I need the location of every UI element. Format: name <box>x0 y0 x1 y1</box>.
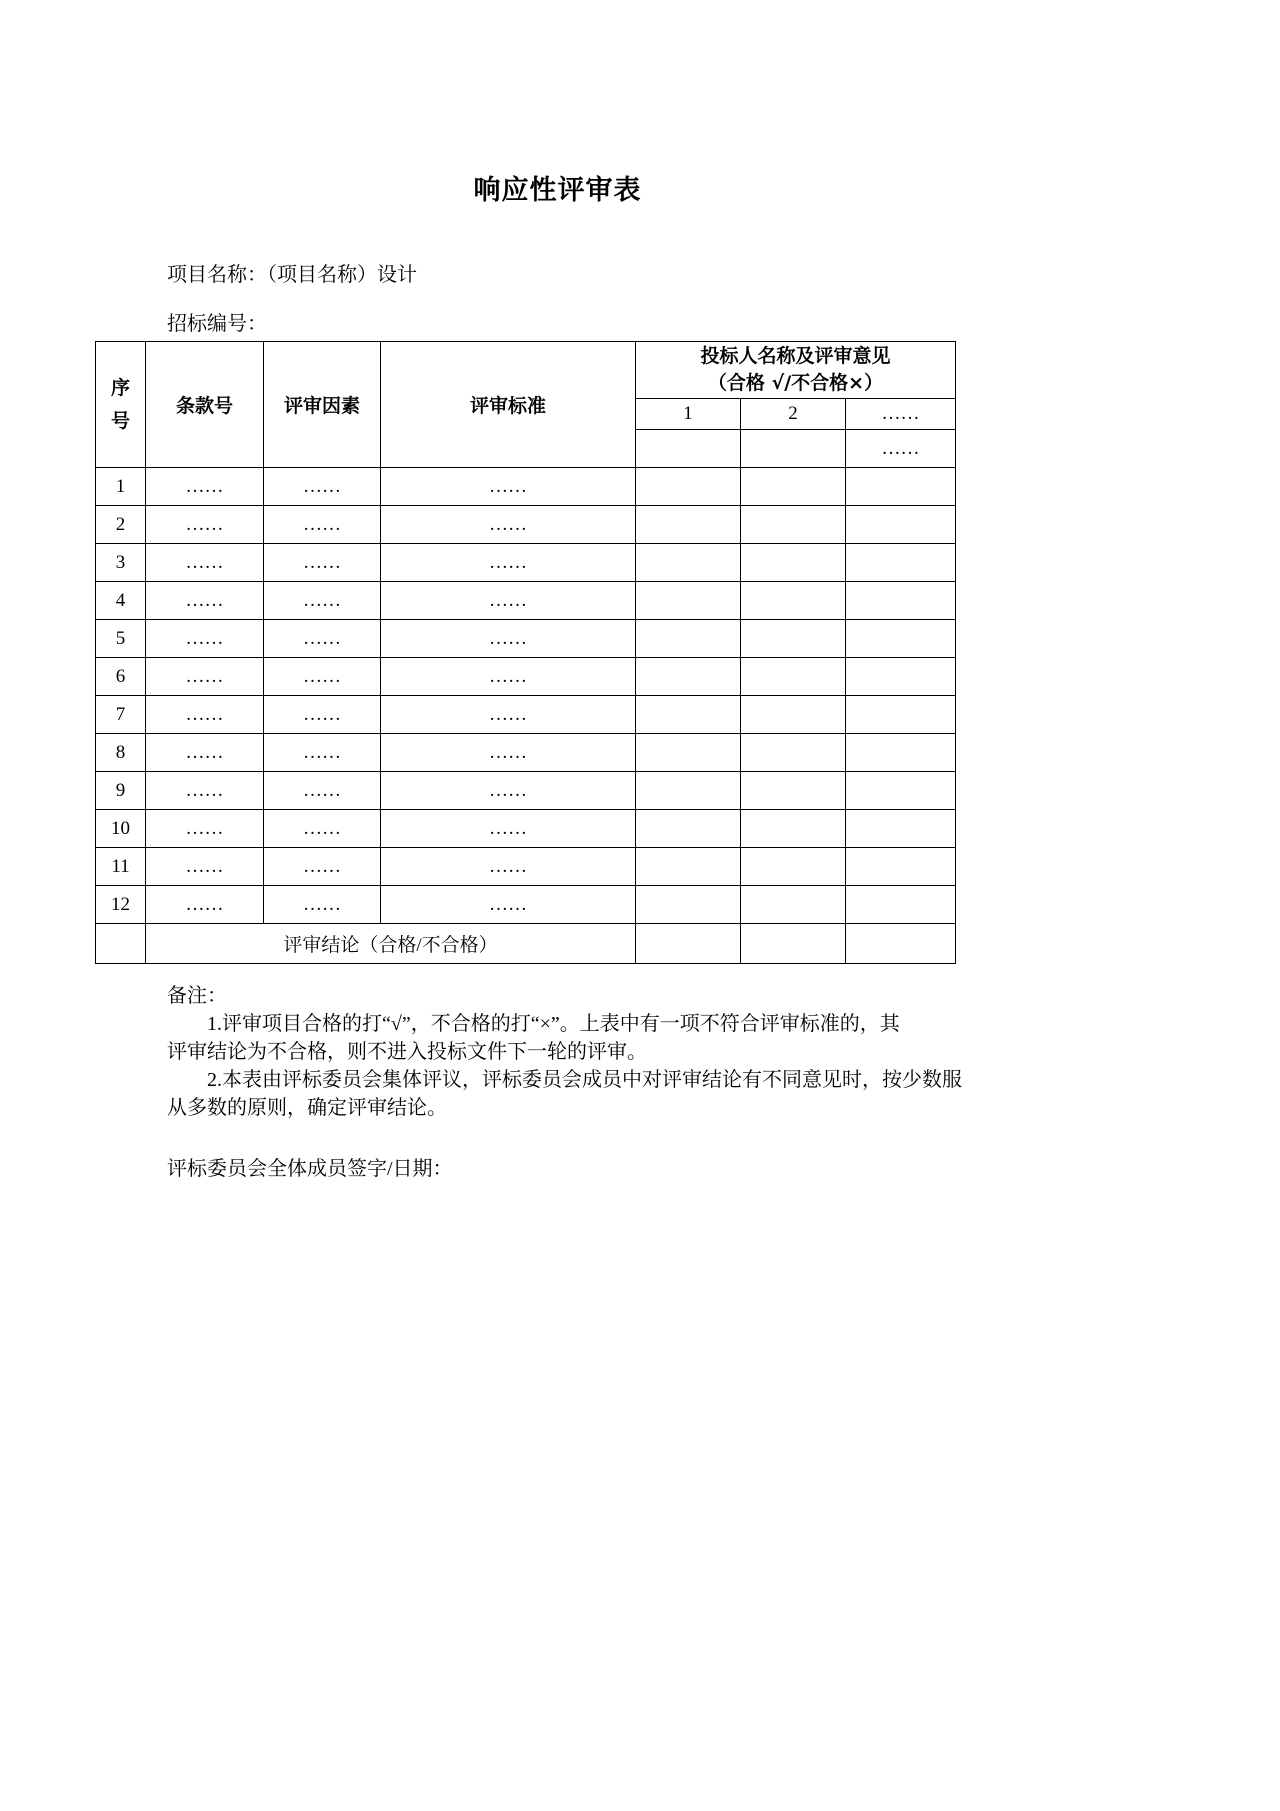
cell-bid-1 <box>636 810 741 848</box>
cell-standard: …… <box>381 582 636 620</box>
cell-seq: 6 <box>96 658 146 696</box>
conclusion-row <box>96 924 956 964</box>
conclusion-bid-cell-2 <box>741 924 846 964</box>
cell-bid-3 <box>846 658 956 696</box>
cell-standard: …… <box>381 658 636 696</box>
cell-bid-3 <box>846 582 956 620</box>
tender-number-line: 招标编号： <box>167 313 267 335</box>
note-line: 2.本表由评标委员会集体评议，评标委员会成员中对评审结论有不同意见时，按少数服 <box>207 1069 962 1091</box>
cell-standard: …… <box>381 772 636 810</box>
bidder-name-cell-1 <box>636 430 741 468</box>
table-row <box>96 658 956 696</box>
signature-line: 评标委员会全体成员签字/日期： <box>167 1158 453 1180</box>
cell-factor: …… <box>264 582 381 620</box>
review-table <box>95 341 956 964</box>
notes-block <box>167 982 962 1122</box>
cell-factor: …… <box>264 468 381 506</box>
cell-clause: …… <box>146 772 264 810</box>
cell-bid-2 <box>741 658 846 696</box>
cell-seq: 4 <box>96 582 146 620</box>
table-row <box>96 734 956 772</box>
conclusion-seq-cell <box>96 924 146 964</box>
notes-title: 备注： <box>167 985 227 1007</box>
cell-seq: 7 <box>96 696 146 734</box>
cell-standard: …… <box>381 468 636 506</box>
header-bidder-more: …… <box>846 399 956 430</box>
cell-bid-1 <box>636 506 741 544</box>
cell-bid-1 <box>636 734 741 772</box>
cell-clause: …… <box>146 468 264 506</box>
cell-factor: …… <box>264 506 381 544</box>
cell-bid-1 <box>636 772 741 810</box>
cell-clause: …… <box>146 734 264 772</box>
cell-bid-3 <box>846 734 956 772</box>
cell-standard: …… <box>381 696 636 734</box>
cell-bid-2 <box>741 696 846 734</box>
cell-bid-1 <box>636 658 741 696</box>
bidder-name-cell-2 <box>741 430 846 468</box>
table-row <box>96 848 956 886</box>
header-bidders-line1: 投标人名称及评审意见 <box>700 345 891 367</box>
cell-seq: 11 <box>96 848 146 886</box>
cell-clause: …… <box>146 848 264 886</box>
header-bidders-merged <box>636 342 956 399</box>
table-row <box>96 506 956 544</box>
cell-bid-3 <box>846 810 956 848</box>
cell-factor: …… <box>264 658 381 696</box>
header-bidder-2: 2 <box>741 399 846 430</box>
cell-bid-1 <box>636 886 741 924</box>
cell-factor: …… <box>264 848 381 886</box>
cell-bid-2 <box>741 506 846 544</box>
cell-seq: 12 <box>96 886 146 924</box>
table-row <box>96 468 956 506</box>
table-row <box>96 582 956 620</box>
cell-factor: …… <box>264 620 381 658</box>
cell-bid-2 <box>741 886 846 924</box>
page-title: 响应性评审表 <box>473 175 642 206</box>
cell-clause: …… <box>146 544 264 582</box>
cell-standard: …… <box>381 734 636 772</box>
cell-factor: …… <box>264 886 381 924</box>
cell-bid-1 <box>636 848 741 886</box>
cell-bid-2 <box>741 848 846 886</box>
cell-bid-1 <box>636 582 741 620</box>
cell-bid-2 <box>741 620 846 658</box>
header-standard: 评审标准 <box>381 342 636 468</box>
cell-bid-3 <box>846 506 956 544</box>
cell-bid-2 <box>741 582 846 620</box>
header-seq-label: 序号 <box>110 377 130 432</box>
cell-bid-2 <box>741 734 846 772</box>
cell-factor: …… <box>264 772 381 810</box>
header-factor: 评审因素 <box>264 342 381 468</box>
note-line: 1.评审项目合格的打“√”，不合格的打“×”。上表中有一项不符合评审标准的，其 <box>207 1013 900 1035</box>
cell-bid-2 <box>741 544 846 582</box>
cell-bid-2 <box>741 772 846 810</box>
note-line: 评审结论为不合格，则不进入投标文件下一轮的评审。 <box>167 1041 647 1063</box>
cell-seq: 2 <box>96 506 146 544</box>
cell-clause: …… <box>146 696 264 734</box>
cell-bid-1 <box>636 696 741 734</box>
cell-bid-1 <box>636 468 741 506</box>
header-seq <box>96 342 146 468</box>
table-header-row-main <box>96 342 956 399</box>
table-row <box>96 620 956 658</box>
cell-bid-1 <box>636 620 741 658</box>
cell-factor: …… <box>264 696 381 734</box>
cell-bid-2 <box>741 810 846 848</box>
conclusion-bid-cell-3 <box>846 924 956 964</box>
project-name-line: 项目名称：（项目名称）设计 <box>167 264 417 286</box>
cell-seq: 1 <box>96 468 146 506</box>
cell-standard: …… <box>381 506 636 544</box>
cell-bid-3 <box>846 848 956 886</box>
cell-bid-2 <box>741 468 846 506</box>
table-row <box>96 772 956 810</box>
bidder-name-cell-more: …… <box>846 430 956 468</box>
cell-seq: 10 <box>96 810 146 848</box>
cell-clause: …… <box>146 620 264 658</box>
table-body <box>96 468 956 924</box>
cell-bid-1 <box>636 544 741 582</box>
notes-items <box>167 1010 962 1122</box>
cell-standard: …… <box>381 544 636 582</box>
table-row <box>96 696 956 734</box>
note-line: 从多数的原则，确定评审结论。 <box>167 1097 447 1119</box>
cell-bid-3 <box>846 696 956 734</box>
cell-clause: …… <box>146 582 264 620</box>
cell-clause: …… <box>146 810 264 848</box>
table-row <box>96 810 956 848</box>
cell-bid-3 <box>846 544 956 582</box>
conclusion-bid-cell-1 <box>636 924 741 964</box>
cell-standard: …… <box>381 848 636 886</box>
conclusion-label: 评审结论（合格/不合格） <box>146 924 636 964</box>
cell-seq: 9 <box>96 772 146 810</box>
table-row <box>96 544 956 582</box>
cell-bid-3 <box>846 886 956 924</box>
header-bidder-1: 1 <box>636 399 741 430</box>
header-bidders-line2: （合格 √/不合格×） <box>707 372 884 394</box>
cell-factor: …… <box>264 544 381 582</box>
cell-standard: …… <box>381 810 636 848</box>
cell-bid-3 <box>846 620 956 658</box>
cell-seq: 5 <box>96 620 146 658</box>
cell-seq: 3 <box>96 544 146 582</box>
cell-standard: …… <box>381 620 636 658</box>
cell-clause: …… <box>146 886 264 924</box>
cell-factor: …… <box>264 734 381 772</box>
cell-factor: …… <box>264 810 381 848</box>
cell-standard: …… <box>381 886 636 924</box>
cell-clause: …… <box>146 658 264 696</box>
cell-clause: …… <box>146 506 264 544</box>
cell-seq: 8 <box>96 734 146 772</box>
cell-bid-3 <box>846 772 956 810</box>
header-clause: 条款号 <box>146 342 264 468</box>
cell-bid-3 <box>846 468 956 506</box>
table-row <box>96 886 956 924</box>
